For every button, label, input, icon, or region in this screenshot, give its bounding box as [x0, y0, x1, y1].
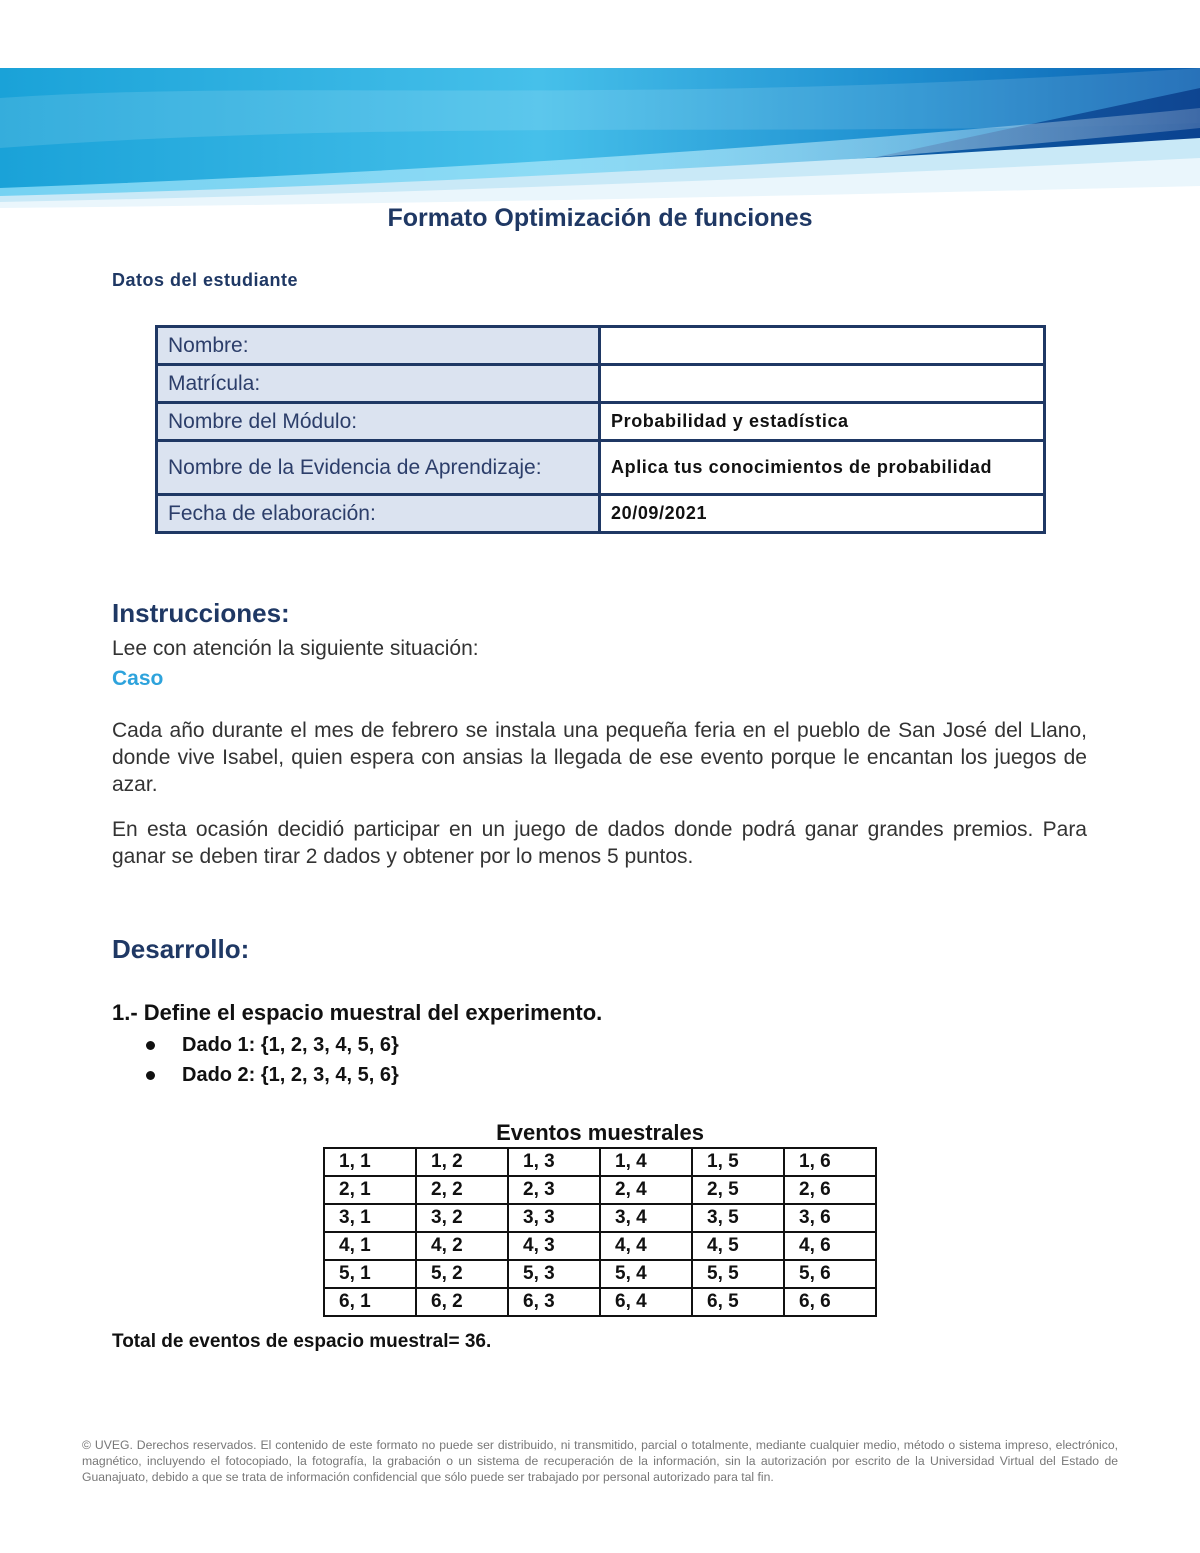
list-item [138, 1060, 399, 1090]
event-cell: 1, 1 [324, 1148, 416, 1176]
bullet-icon [146, 1071, 155, 1080]
event-cell: 5, 6 [784, 1260, 876, 1288]
event-cell: 2, 6 [784, 1176, 876, 1204]
student-data-heading: Datos del estudiante [112, 270, 299, 290]
document-title: Formato Optimización de funciones [387, 204, 813, 232]
event-cell: 6, 5 [692, 1288, 784, 1316]
dice-list [138, 1030, 399, 1090]
event-cell: 3, 6 [784, 1204, 876, 1232]
table-row [157, 495, 1045, 533]
copyright-footer: © UVEG. Derechos reservados. El contenido de este formato no puede ser distribuido, ni transmitido, parcial o totalmente, mediante cualquier medio, método o sistema impreso, electrónico, magnético, incluyendo el fotocopiado, la fotografía, la grabación o un sistema de recuperación de la información, sin la autorización por escrito de la Universidad Virtual del Estado de Guanajuato, debido a que se trata de información confidencial que sólo puede ser trabajado por personal autorizado para tal fin. [82, 1438, 1118, 1484]
matricula-label: Matrícula: [157, 365, 600, 403]
development-heading: Desarrollo: [112, 934, 250, 964]
module-label: Nombre del Módulo: [157, 403, 600, 441]
events-table-title: Eventos muestrales [496, 1120, 704, 1145]
date-value: 20/09/2021 [600, 495, 1045, 533]
student-info-table [155, 325, 1046, 534]
table-row [157, 327, 1045, 365]
event-cell: 6, 1 [324, 1288, 416, 1316]
event-cell: 2, 4 [600, 1176, 692, 1204]
case-paragraph-2: En esta ocasión decidió participar en un juego de dados donde podrá ganar grandes premios. Para ganar se deben tirar 2 dados y obtener por lo menos 5 puntos. [112, 818, 1087, 868]
table-row [324, 1232, 876, 1260]
event-cell: 2, 3 [508, 1176, 600, 1204]
sample-events-table [323, 1147, 877, 1317]
event-cell: 1, 5 [692, 1148, 784, 1176]
event-cell: 4, 3 [508, 1232, 600, 1260]
event-cell: 2, 5 [692, 1176, 784, 1204]
event-cell: 5, 4 [600, 1260, 692, 1288]
event-cell: 1, 4 [600, 1148, 692, 1176]
event-cell: 5, 5 [692, 1260, 784, 1288]
matricula-value[interactable] [600, 365, 1045, 403]
event-cell: 4, 6 [784, 1232, 876, 1260]
question-1: 1.- Define el espacio muestral del experimento. [112, 1000, 603, 1025]
name-label: Nombre: [157, 327, 600, 365]
name-value[interactable] [600, 327, 1045, 365]
instructions-lead: Lee con atención la siguiente situación: [112, 637, 479, 660]
table-row [324, 1260, 876, 1288]
instructions-heading: Instrucciones: [112, 598, 290, 628]
list-item [138, 1030, 399, 1060]
table-row [324, 1288, 876, 1316]
total-events: Total de eventos de espacio muestral= 36. [112, 1331, 492, 1352]
table-row [157, 403, 1045, 441]
event-cell: 3, 2 [416, 1204, 508, 1232]
table-row [157, 441, 1045, 495]
event-cell: 5, 3 [508, 1260, 600, 1288]
event-cell: 3, 3 [508, 1204, 600, 1232]
event-cell: 1, 2 [416, 1148, 508, 1176]
event-cell: 5, 1 [324, 1260, 416, 1288]
module-value: Probabilidad y estadística [600, 403, 1045, 441]
date-label: Fecha de elaboración: [157, 495, 600, 533]
event-cell: 1, 3 [508, 1148, 600, 1176]
table-row [324, 1148, 876, 1176]
table-row [157, 365, 1045, 403]
event-cell: 2, 1 [324, 1176, 416, 1204]
evidence-label: Nombre de la Evidencia de Aprendizaje: [157, 441, 600, 495]
evidence-value: Aplica tus conocimientos de probabilidad [600, 441, 1045, 495]
event-cell: 3, 5 [692, 1204, 784, 1232]
event-cell: 6, 4 [600, 1288, 692, 1316]
table-row [324, 1204, 876, 1232]
event-cell: 6, 3 [508, 1288, 600, 1316]
bullet-icon [146, 1041, 155, 1050]
dice-1-text: Dado 1: {1, 2, 3, 4, 5, 6} [182, 1034, 399, 1056]
event-cell: 4, 2 [416, 1232, 508, 1260]
table-row [324, 1176, 876, 1204]
header-banner [0, 68, 1200, 216]
event-cell: 6, 2 [416, 1288, 508, 1316]
event-cell: 4, 1 [324, 1232, 416, 1260]
case-paragraph-1: Cada año durante el mes de febrero se instala una pequeña feria en el pueblo de San José del Llano, donde vive Isabel, quien espera con ansias la llegada de ese evento porque le encantan los juegos de azar. [112, 719, 1087, 796]
event-cell: 4, 4 [600, 1232, 692, 1260]
event-cell: 2, 2 [416, 1176, 508, 1204]
event-cell: 3, 1 [324, 1204, 416, 1232]
case-heading: Caso [112, 667, 164, 690]
event-cell: 6, 6 [784, 1288, 876, 1316]
event-cell: 3, 4 [600, 1204, 692, 1232]
dice-2-text: Dado 2: {1, 2, 3, 4, 5, 6} [182, 1064, 399, 1086]
event-cell: 5, 2 [416, 1260, 508, 1288]
event-cell: 1, 6 [784, 1148, 876, 1176]
event-cell: 4, 5 [692, 1232, 784, 1260]
